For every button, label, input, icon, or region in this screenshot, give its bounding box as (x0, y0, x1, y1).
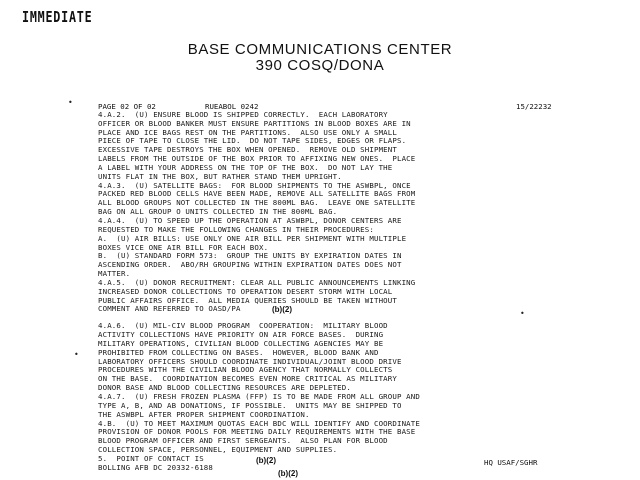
text-line: BAG ON ALL GROUP O UNITS COLLECTED IN THE 800ML BAG. (98, 207, 338, 217)
margin-mark: • (68, 98, 73, 107)
text-line: 4.A.4. (U) TO SPEED UP THE OPERATION AT ASWBPL, DONOR CENTERS ARE (98, 215, 402, 225)
text-line: UNITS FLAT IN THE BOX, BUT RATHER STAND THEM UPRIGHT. (98, 171, 342, 181)
text-line: COMMENT AND REFERRED TO OASD/PA (98, 304, 241, 314)
text-line: 5. POINT OF CONTACT IS (98, 453, 204, 463)
redaction-label: (b)(2) (278, 469, 298, 478)
text-line: MILITARY OPERATIONS, CIVILIAN BLOOD COLLECTING AGENCIES MAY BE (98, 338, 384, 348)
text-line: LABORATORY OFFICERS SHOULD COORDINATE INDIVIDUAL/JOINT BLOOD DRIVE (98, 356, 402, 366)
margin-mark: • (74, 350, 79, 359)
text-line: PIECE OF TAPE TO CLOSE THE LID. DO NOT TAPE SIDES, EDGES OR FLAPS. (98, 136, 407, 146)
text-line: INCREASED DONOR COLLECTIONS TO OPERATION DESERT STORM WITH LOCAL (98, 286, 393, 296)
text-line: 4.A.6. (U) MIL-CIV BLOOD PROGRAM COOPERATION: MILITARY BLOOD (98, 321, 388, 331)
text-line: 4.A.3. (U) SATELLITE BAGS: FOR BLOOD SHIPMENTS TO THE ASWBPL, ONCE (98, 180, 411, 190)
text-line: A. (U) AIR BILLS: USE ONLY ONE AIR BILL PER SHIPMENT WITH MULTIPLE (98, 233, 407, 243)
text-line: COLLECTION SPACE, PERSONNEL, EQUIPMENT AND SUPPLIES. (98, 445, 338, 455)
message-header (0, 42, 640, 74)
text-line: PUBLIC AFFAIRS OFFICE. ALL MEDIA QUERIES SHOULD BE TAKEN WITHOUT (98, 295, 397, 305)
header-line-2: 390 COSQ/DONA (255, 57, 385, 74)
text-line: OFFICER OR BLOOD BANKER MUST ENSURE PARTITIONS IN BLOOD BOXES ARE IN (98, 118, 411, 128)
text-line: REQUESTED TO MAKE THE FOLLOWING CHANGES IN THEIR PROCEDURES: (98, 224, 374, 234)
date-time-group: 15/22232 (516, 102, 552, 111)
text-line: BOLLING AFB DC 20332-6188 (98, 462, 213, 472)
text-line: BOXES VICE ONE AIR BILL FOR EACH BOX. (98, 242, 269, 252)
text-line: A LABEL WITH YOUR ADDRESS ON THE TOP OF THE BOX. DO NOT LAY THE (98, 162, 393, 172)
text-line: 4.B. (U) TO MEET MAXIMUM QUOTAS EACH BDC WILL IDENTIFY AND COORDINATE (98, 418, 420, 428)
text-line: 4.A.7. (U) FRESH FROZEN PLASMA (FFP) IS TO BE MADE FROM ALL GROUP AND (98, 392, 420, 401)
text-line: 4.A.5. (U) DONOR RECRUITMENT: CLEAR ALL PUBLIC ANNOUNCEMENTS LINKING (98, 277, 416, 287)
text-line: TYPE A, B, AND AB DONATIONS, IF POSSIBLE. UNITS MAY BE SHIPPED TO (98, 400, 402, 410)
text-line: PACKED RED BLOOD CELLS HAVE BEEN MADE, REMOVE ALL SATELLITE BAGS FROM (98, 189, 416, 199)
paragraph-block-1 (98, 111, 568, 314)
text-line: BLOOD PROGRAM OFFICER AND FIRST SERGEANTS. ALSO PLAN FOR BLOOD (98, 436, 388, 446)
page-number: PAGE 02 OF 02 (98, 102, 156, 111)
text-line: PLACE AND ICE BAGS REST ON THE PARTITIONS. ALSO USE ONLY A SMALL (98, 127, 397, 137)
contact-office: HQ USAF/SGHR (484, 458, 538, 467)
routing-indicator: RUEABOL 0242 (205, 102, 259, 111)
message-body (98, 102, 568, 473)
margin-mark: • (520, 309, 525, 318)
redaction-label: (b)(2) (256, 456, 276, 465)
text-line: ALL BLOOD GROUPS NOT COLLECTED IN THE 800ML BAG. LEAVE ONE SATELLITE (98, 198, 416, 208)
text-line: THE ASWBPL AFTER PROPER SHIPMENT COORDINATION. (98, 409, 310, 419)
text-line: MATTER. (98, 269, 131, 279)
text-line: PROHIBITED FROM COLLECTING ON BASES. HOWEVER, BLOOD BANK AND (98, 347, 379, 357)
redaction-label: (b)(2) (272, 305, 292, 314)
text-line: PROCEDURES WITH THE CIVILIAN BLOOD AGENCY THAT NORMALLY COLLECTS (98, 365, 393, 375)
text-line: ACTIVITY COLLECTIONS HAVE PRIORITY ON AIR FORCE BASES. DURING (98, 330, 384, 340)
text-line: LABELS FROM THE OUTSIDE OF THE BOX PRIOR TO AFFIXING NEW ONES. PLACE (98, 154, 416, 164)
paragraph-block-2 (98, 322, 568, 472)
header-line-1: BASE COMMUNICATIONS CENTER (187, 41, 453, 58)
text-line: EXCESSIVE TAPE DESTROYS THE BOX WHEN OPENED. REMOVE OLD SHIPMENT (98, 145, 397, 155)
text-line: 4.A.2. (U) ENSURE BLOOD IS SHIPPED CORRECTLY. EACH LABORATORY (98, 109, 388, 119)
text-line: ON THE BASE. COORDINATION BECOMES EVEN MORE CRITICAL AS MILITARY (98, 374, 397, 384)
text-line: PROVISION OF DONOR POOLS FOR MEETING DAILY REQUIREMENTS WITH THE BASE (98, 427, 416, 437)
text-line: ASCENDING ORDER. ABO/RH GROUPING WITHIN EXPIRATION DATES DOES NOT (98, 260, 402, 270)
text-line: B. (U) STANDARD FORM 573: GROUP THE UNITS BY EXPIRATION DATES IN (98, 251, 402, 261)
text-line: DONOR BASE AND BLOOD COLLECTING RESOURCES ARE DEPLETED. (98, 383, 351, 393)
precedence-stamp: IMMEDIATE (22, 8, 93, 26)
